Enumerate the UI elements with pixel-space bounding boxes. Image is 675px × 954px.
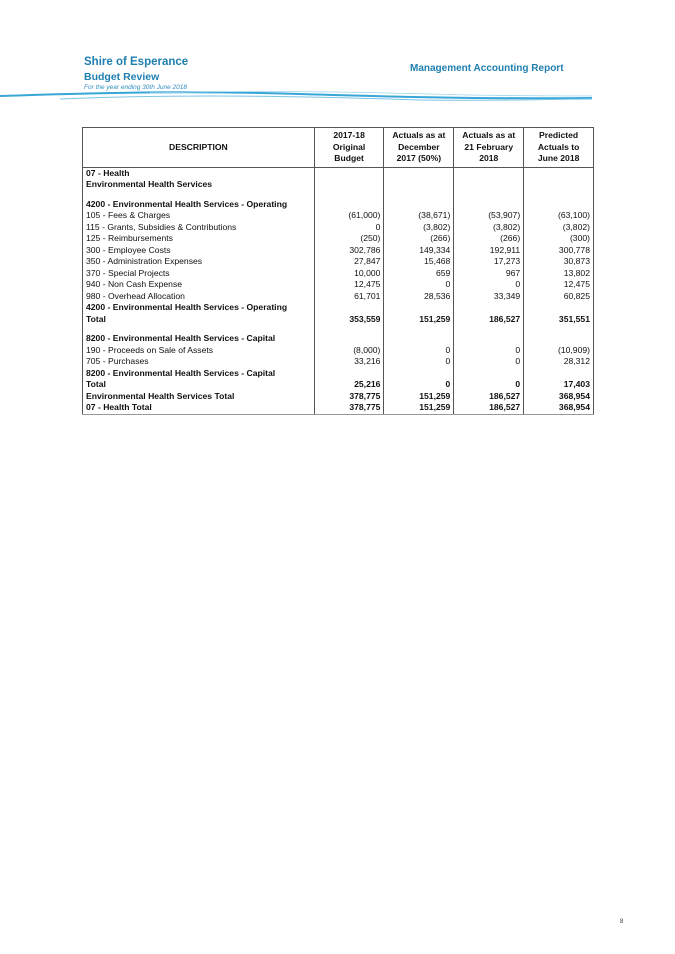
row-value: (3,802)	[384, 222, 454, 234]
table-row	[83, 402, 594, 414]
row-value: 13,802	[524, 268, 594, 280]
row-value	[524, 333, 594, 345]
table-row	[83, 356, 594, 368]
row-value	[454, 368, 524, 380]
row-value: 25,216	[314, 379, 384, 391]
spacer-row	[83, 191, 594, 199]
row-description: 4200 - Environmental Health Services - Operating	[83, 199, 315, 211]
row-value	[384, 167, 454, 179]
row-description: 8200 - Environmental Health Services - Capital	[83, 368, 315, 380]
row-value	[454, 199, 524, 211]
row-description: 4200 - Environmental Health Services - Operating	[83, 302, 315, 314]
table-row	[83, 379, 594, 391]
row-value: 368,954	[524, 391, 594, 403]
table-row	[83, 314, 594, 326]
row-value	[314, 167, 384, 179]
table-row	[83, 368, 594, 380]
table-row	[83, 179, 594, 191]
row-value	[454, 167, 524, 179]
row-value: (63,100)	[524, 210, 594, 222]
table-row	[83, 279, 594, 291]
row-value: 0	[384, 279, 454, 291]
col-header-original-budget: 2017-18 Original Budget	[314, 128, 384, 168]
row-value: 0	[384, 356, 454, 368]
table-row	[83, 391, 594, 403]
row-value: 33,349	[454, 291, 524, 303]
row-value: 151,259	[384, 402, 454, 414]
row-value: 0	[454, 379, 524, 391]
row-value: (53,907)	[454, 210, 524, 222]
row-value	[314, 368, 384, 380]
row-description: 300 - Employee Costs	[83, 245, 315, 257]
row-value	[314, 179, 384, 191]
row-value: (300)	[524, 233, 594, 245]
table-header	[83, 128, 594, 168]
report-type: Management Accounting Report	[410, 63, 564, 74]
row-description: 07 - Health Total	[83, 402, 315, 414]
report-period: For the year ending 30th June 2018	[84, 84, 187, 91]
table-row	[83, 222, 594, 234]
header-wave-divider	[0, 88, 675, 104]
row-description: 350 - Administration Expenses	[83, 256, 315, 268]
row-value: 0	[314, 222, 384, 234]
org-name: Shire of Esperance	[84, 56, 189, 68]
row-value: 0	[454, 356, 524, 368]
row-description: 190 - Proceeds on Sale of Assets	[83, 345, 315, 357]
row-description: 07 - Health	[83, 167, 315, 179]
row-value: 12,475	[314, 279, 384, 291]
row-value	[524, 167, 594, 179]
row-value: 368,954	[524, 402, 594, 414]
row-value: 15,468	[384, 256, 454, 268]
row-value	[454, 333, 524, 345]
row-value: 967	[454, 268, 524, 280]
row-description: 705 - Purchases	[83, 356, 315, 368]
table-row	[83, 256, 594, 268]
row-value	[314, 302, 384, 314]
row-value: (8,000)	[314, 345, 384, 357]
row-value	[384, 199, 454, 211]
row-value: 28,312	[524, 356, 594, 368]
row-value: 151,259	[384, 314, 454, 326]
row-value: 28,536	[384, 291, 454, 303]
row-value: 27,847	[314, 256, 384, 268]
page-number: 8	[620, 919, 624, 925]
row-value	[384, 302, 454, 314]
row-value: 0	[454, 345, 524, 357]
row-value: 0	[454, 279, 524, 291]
spacer-row	[83, 325, 594, 333]
row-description: 115 - Grants, Subsidies & Contributions	[83, 222, 315, 234]
table-body	[83, 167, 594, 414]
table-row	[83, 199, 594, 211]
row-value: 0	[384, 345, 454, 357]
row-value	[314, 199, 384, 211]
row-value: 186,527	[454, 314, 524, 326]
row-value: 302,786	[314, 245, 384, 257]
row-value: 61,701	[314, 291, 384, 303]
row-value: 0	[384, 379, 454, 391]
row-value: 17,403	[524, 379, 594, 391]
row-value: (266)	[384, 233, 454, 245]
row-value	[524, 199, 594, 211]
row-value: 353,559	[314, 314, 384, 326]
row-value: (38,671)	[384, 210, 454, 222]
row-value	[384, 333, 454, 345]
row-value: (10,909)	[524, 345, 594, 357]
row-value: 186,527	[454, 391, 524, 403]
row-value: 60,825	[524, 291, 594, 303]
table-row	[83, 167, 594, 179]
row-description: 8200 - Environmental Health Services - Capital	[83, 333, 315, 345]
row-value	[524, 302, 594, 314]
table-row	[83, 210, 594, 222]
row-value: 300,778	[524, 245, 594, 257]
row-description: 940 - Non Cash Expense	[83, 279, 315, 291]
row-value: (250)	[314, 233, 384, 245]
row-value	[524, 368, 594, 380]
col-header-predicted-actuals: Predicted Actuals to June 2018	[524, 128, 594, 168]
col-header-actuals-december: Actuals as at December 2017 (50%)	[384, 128, 454, 168]
row-value: 33,216	[314, 356, 384, 368]
row-description: Environmental Health Services	[83, 179, 315, 191]
budget-table	[82, 127, 594, 415]
row-value	[384, 368, 454, 380]
row-description: 125 - Reimbursements	[83, 233, 315, 245]
row-value	[524, 179, 594, 191]
row-value: (3,802)	[524, 222, 594, 234]
row-value: (61,000)	[314, 210, 384, 222]
table-row	[83, 291, 594, 303]
row-value: 12,475	[524, 279, 594, 291]
row-value: (266)	[454, 233, 524, 245]
row-description: 370 - Special Projects	[83, 268, 315, 280]
row-value: 378,775	[314, 391, 384, 403]
row-value: 17,273	[454, 256, 524, 268]
row-value	[314, 333, 384, 345]
row-value: 378,775	[314, 402, 384, 414]
row-description: 105 - Fees & Charges	[83, 210, 315, 222]
row-value: 149,334	[384, 245, 454, 257]
row-description: 980 - Overhead Allocation	[83, 291, 315, 303]
row-value	[454, 302, 524, 314]
row-value: 151,259	[384, 391, 454, 403]
table-row	[83, 333, 594, 345]
row-value: (3,802)	[454, 222, 524, 234]
table-row	[83, 302, 594, 314]
row-description: Environmental Health Services Total	[83, 391, 315, 403]
col-header-actuals-february: Actuals as at 21 February 2018	[454, 128, 524, 168]
row-description: Total	[83, 379, 315, 391]
row-value: 192,911	[454, 245, 524, 257]
col-header-description: DESCRIPTION	[83, 128, 315, 168]
row-value: 186,527	[454, 402, 524, 414]
table-row	[83, 233, 594, 245]
table-row	[83, 268, 594, 280]
table-row	[83, 345, 594, 357]
row-value	[454, 179, 524, 191]
table-row	[83, 245, 594, 257]
row-value	[384, 179, 454, 191]
row-value: 10,000	[314, 268, 384, 280]
row-value: 351,551	[524, 314, 594, 326]
report-title: Budget Review	[84, 71, 160, 83]
row-description: Total	[83, 314, 315, 326]
row-value: 30,873	[524, 256, 594, 268]
row-value: 659	[384, 268, 454, 280]
